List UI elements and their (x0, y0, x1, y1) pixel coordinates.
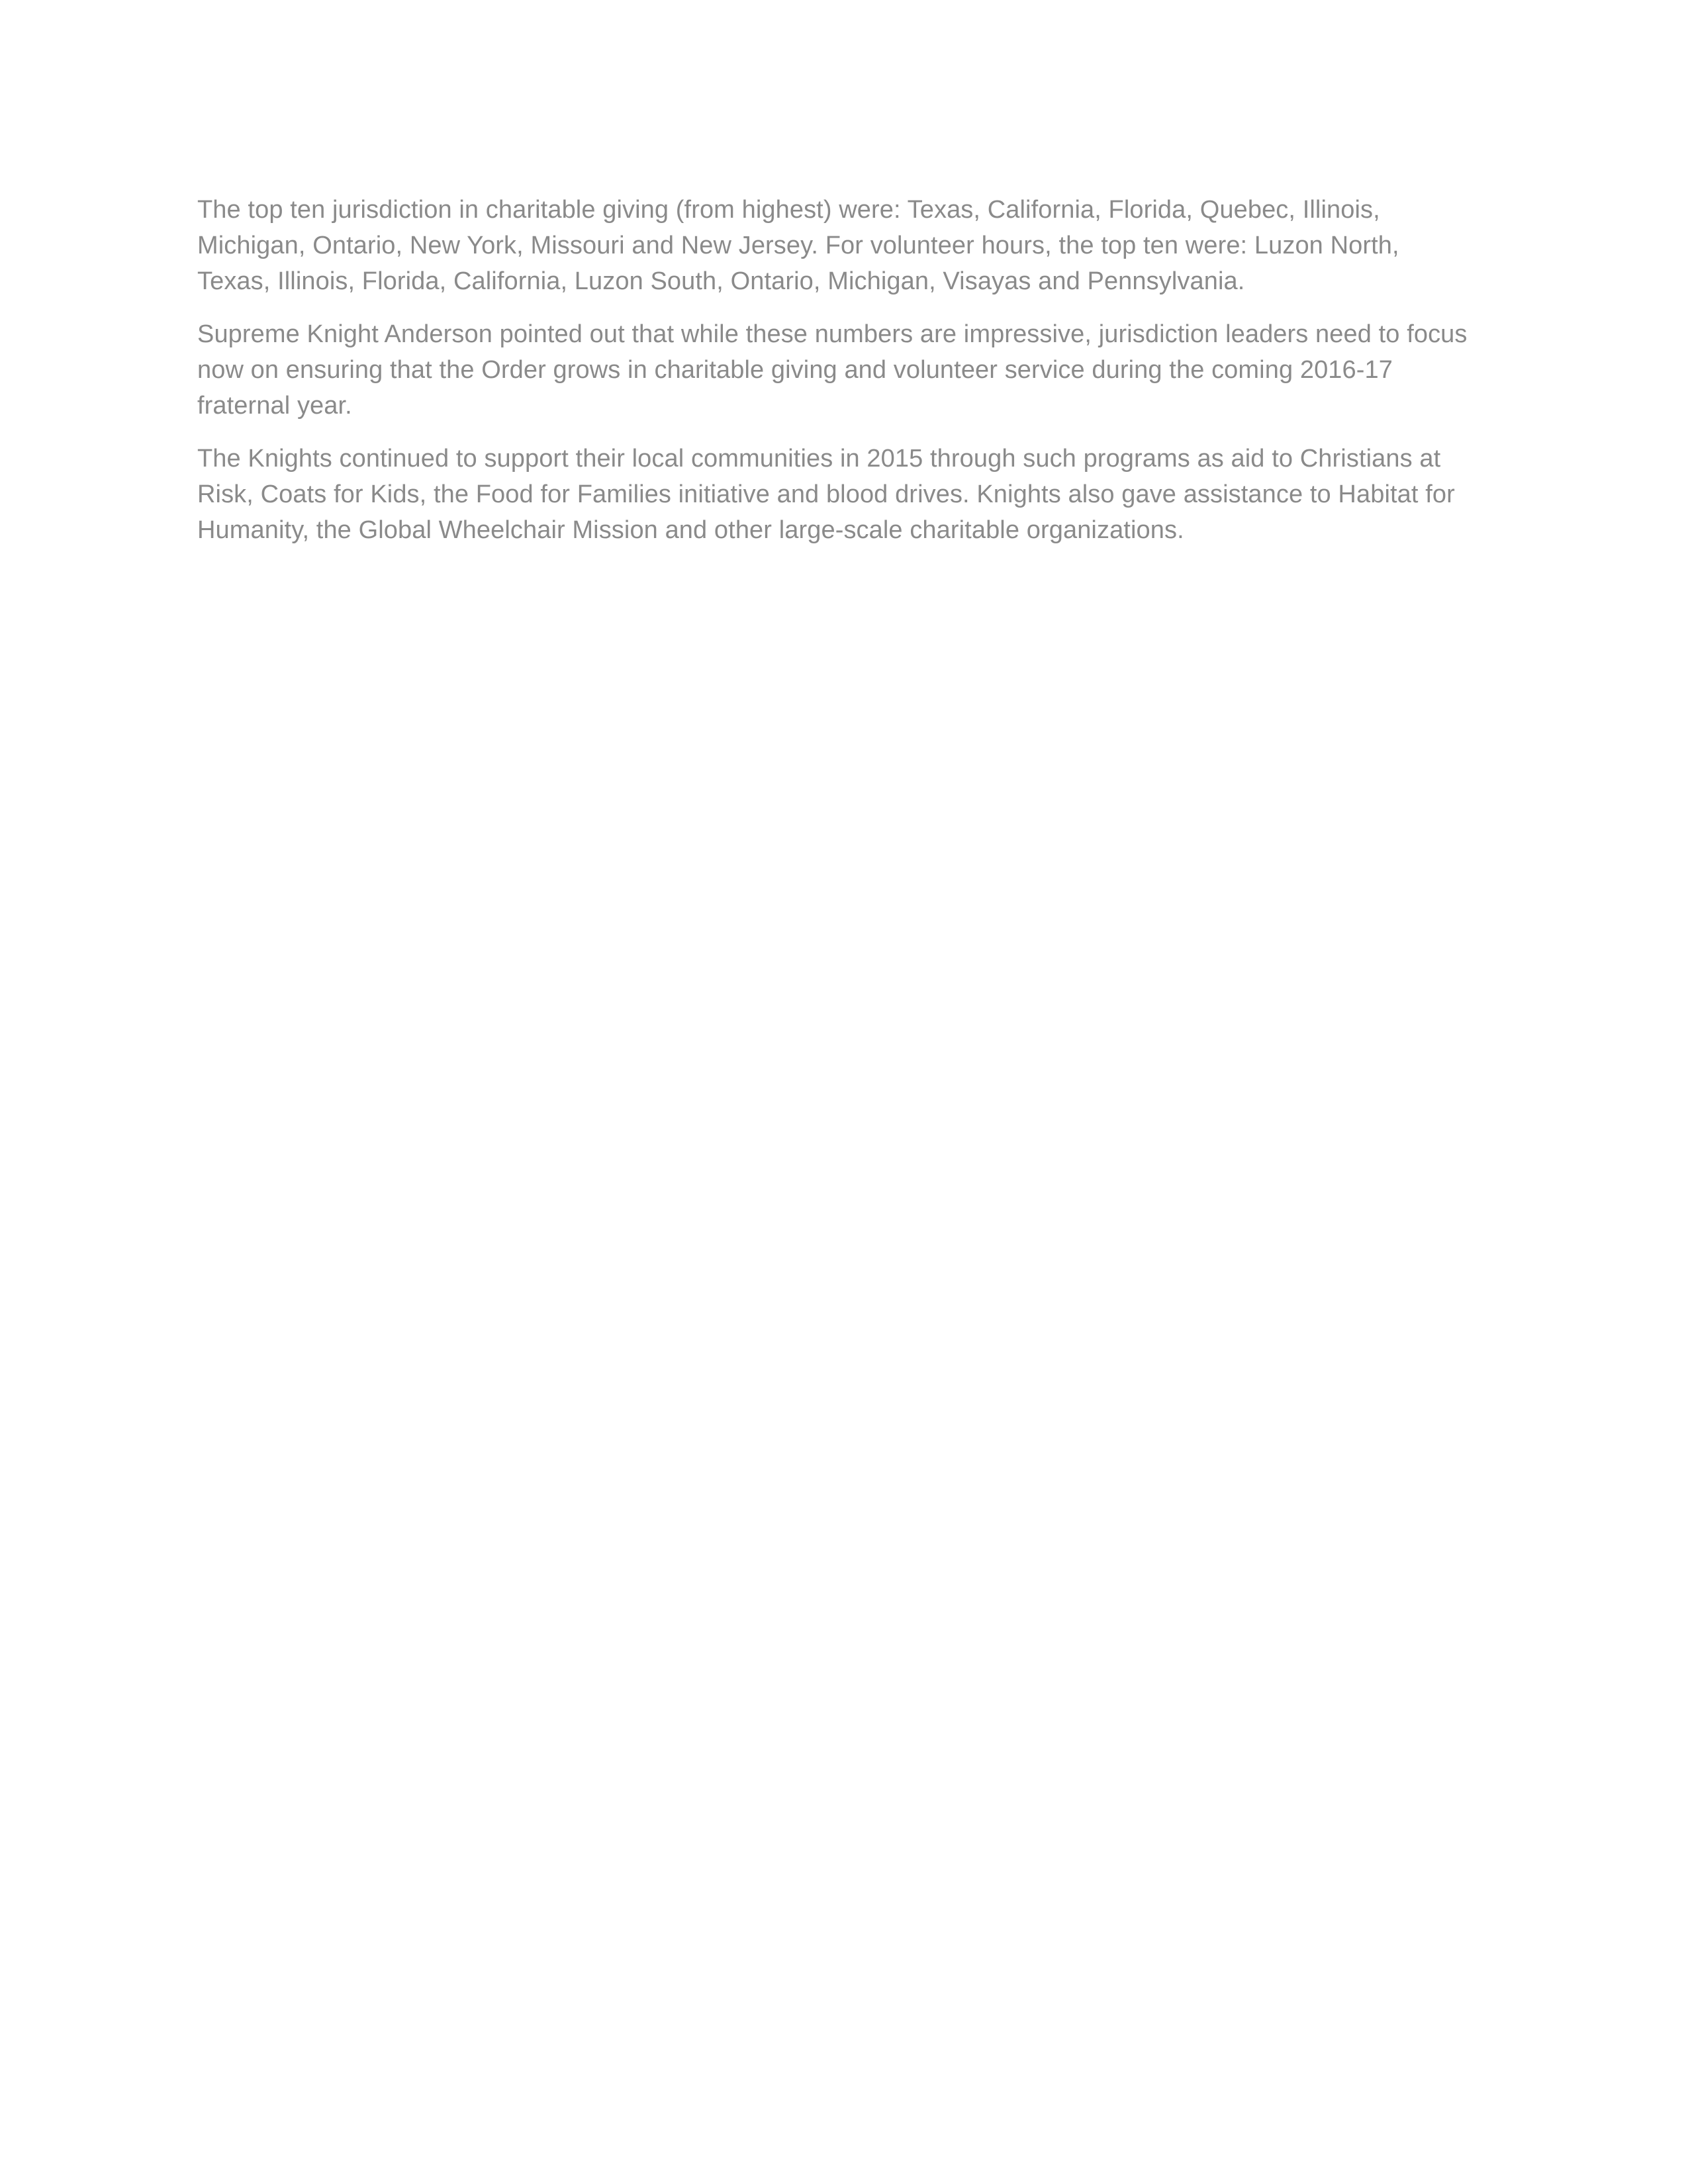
paragraph-supreme-knight-remarks: Supreme Knight Anderson pointed out that while these numbers are impressive, jurisdiction leaders need to focus now on ensuring that the Order grows in charitable giving and volunteer service during the coming 2016-17 fraternal year. (197, 320, 1468, 420)
document-body (197, 192, 1475, 548)
paragraph-top-ten-jurisdictions: The top ten jurisdiction in charitable giving (from highest) were: Texas, California, Florida, Quebec, Illinois, Michigan, Ontario, New York, Missouri and New Jersey. For volunteer hours, the top ten were: Luzon North, Texas, Illinois, Florida, California, Luzon South, Ontario, Michigan, Visayas and Pennsylvania. (197, 196, 1399, 295)
paragraph-local-community-programs: The Knights continued to support their local communities in 2015 through such programs as aid to Christians at Risk, Coats for Kids, the Food for Families initiative and blood drives. Knights also gave assistance to Habitat for Humanity, the Global Wheelchair Mission and other large-scale charitable organizations. (197, 445, 1455, 544)
